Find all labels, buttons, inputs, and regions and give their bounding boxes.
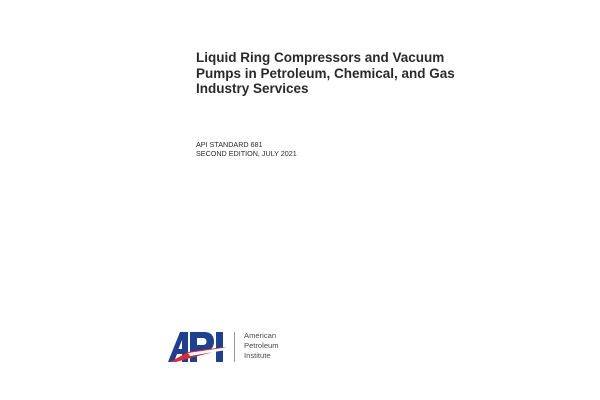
logo-divider <box>234 332 235 362</box>
standard-number: API STANDARD 681 <box>196 140 263 149</box>
standard-info <box>196 140 297 158</box>
title-line-1: Liquid Ring Compressors and Vacuum <box>196 50 445 65</box>
api-logo-mark <box>168 330 230 364</box>
title-line-3: Industry Services <box>196 81 309 96</box>
org-line-1: American <box>244 331 277 340</box>
organization-name <box>244 331 279 361</box>
org-line-2: Petroleum <box>244 341 279 350</box>
api-logo <box>168 330 288 364</box>
edition-date: SECOND EDITION, JULY 2021 <box>196 149 297 158</box>
document-title <box>196 50 496 97</box>
org-line-3: Institute <box>244 351 271 360</box>
title-line-2: Pumps in Petroleum, Chemical, and Gas <box>196 65 455 81</box>
